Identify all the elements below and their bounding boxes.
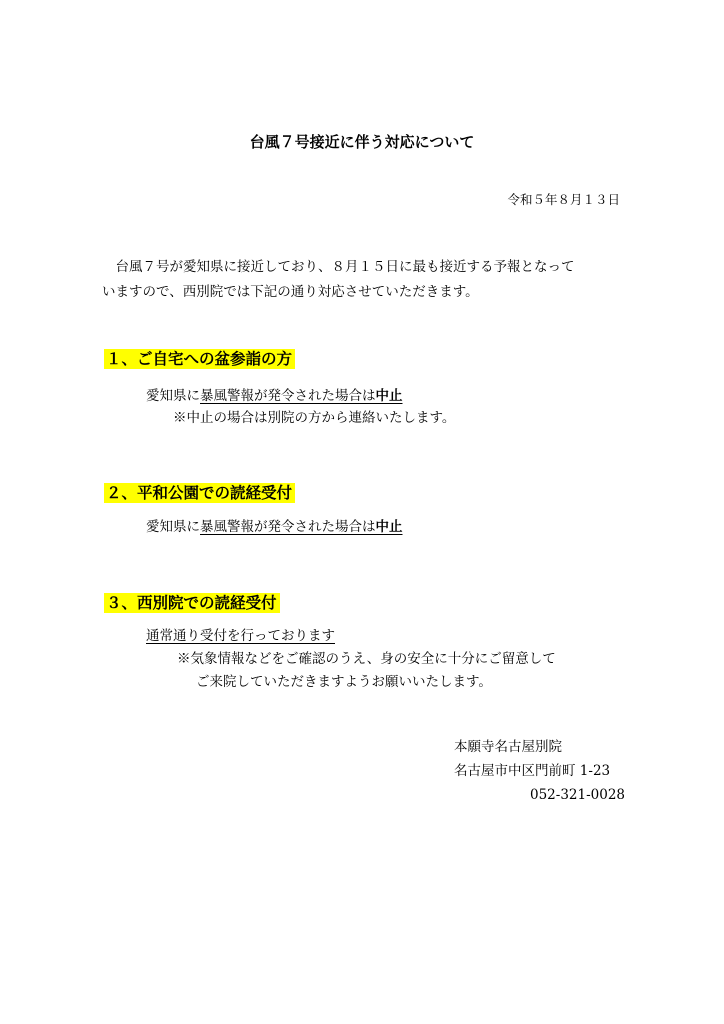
signature-address: 名古屋市中区門前町 1-23 [454, 763, 611, 779]
document-date: 令和５年８月１３日 [507, 192, 620, 207]
section-1-text [146, 385, 403, 407]
signature-phone: 052-321-0028 [530, 787, 626, 803]
section-2-heading: ２、平和公園での読経受付 [104, 483, 295, 503]
intro-line-1 [102, 255, 626, 280]
signature-org: 本願寺名古屋別院 [454, 739, 562, 755]
section-1-text-warning: 暴風警報が発令された場合は [200, 388, 376, 404]
section-1-text-underlined [200, 388, 403, 404]
section-1-heading-wrap [104, 348, 295, 371]
section-3-note-line-1: ※気象情報などをご確認のうえ、身の安全に十分にご留意して [177, 651, 556, 667]
section-2-text-underlined [200, 519, 403, 535]
section-3-text [146, 625, 335, 647]
section-3-heading: ３、西別院での読経受付 [104, 593, 280, 613]
intro-line-2: いますので、西別院では下記の通り対応させていただきます。 [102, 284, 479, 300]
section-2-text-pre: 愛知県に [146, 519, 200, 535]
section-2-text [146, 516, 403, 538]
intro-line-1-text: 台風７号が愛知県に接近しており、８月１５日に最も接近する予報となって [115, 259, 575, 275]
section-3-note-line-2: ご来院していただきますようお願いいたします。 [196, 674, 492, 690]
section-3-heading-wrap [104, 592, 280, 615]
section-2-heading-wrap [104, 482, 295, 505]
section-3-text-underlined: 通常通り受付を行っております [146, 628, 335, 644]
document-title: 台風７号接近に伴う対応について [249, 133, 475, 151]
section-2-text-cancel: 中止 [375, 519, 403, 535]
section-1-heading: １、ご自宅への盆参詣の方 [104, 349, 295, 369]
intro-paragraph [102, 255, 626, 305]
section-1-text-cancel: 中止 [375, 388, 403, 404]
section-1-note: ※中止の場合は別院の方から連絡いたします。 [173, 410, 456, 426]
section-2-text-warning: 暴風警報が発令された場合は [200, 519, 376, 535]
section-1-text-pre: 愛知県に [146, 388, 200, 404]
